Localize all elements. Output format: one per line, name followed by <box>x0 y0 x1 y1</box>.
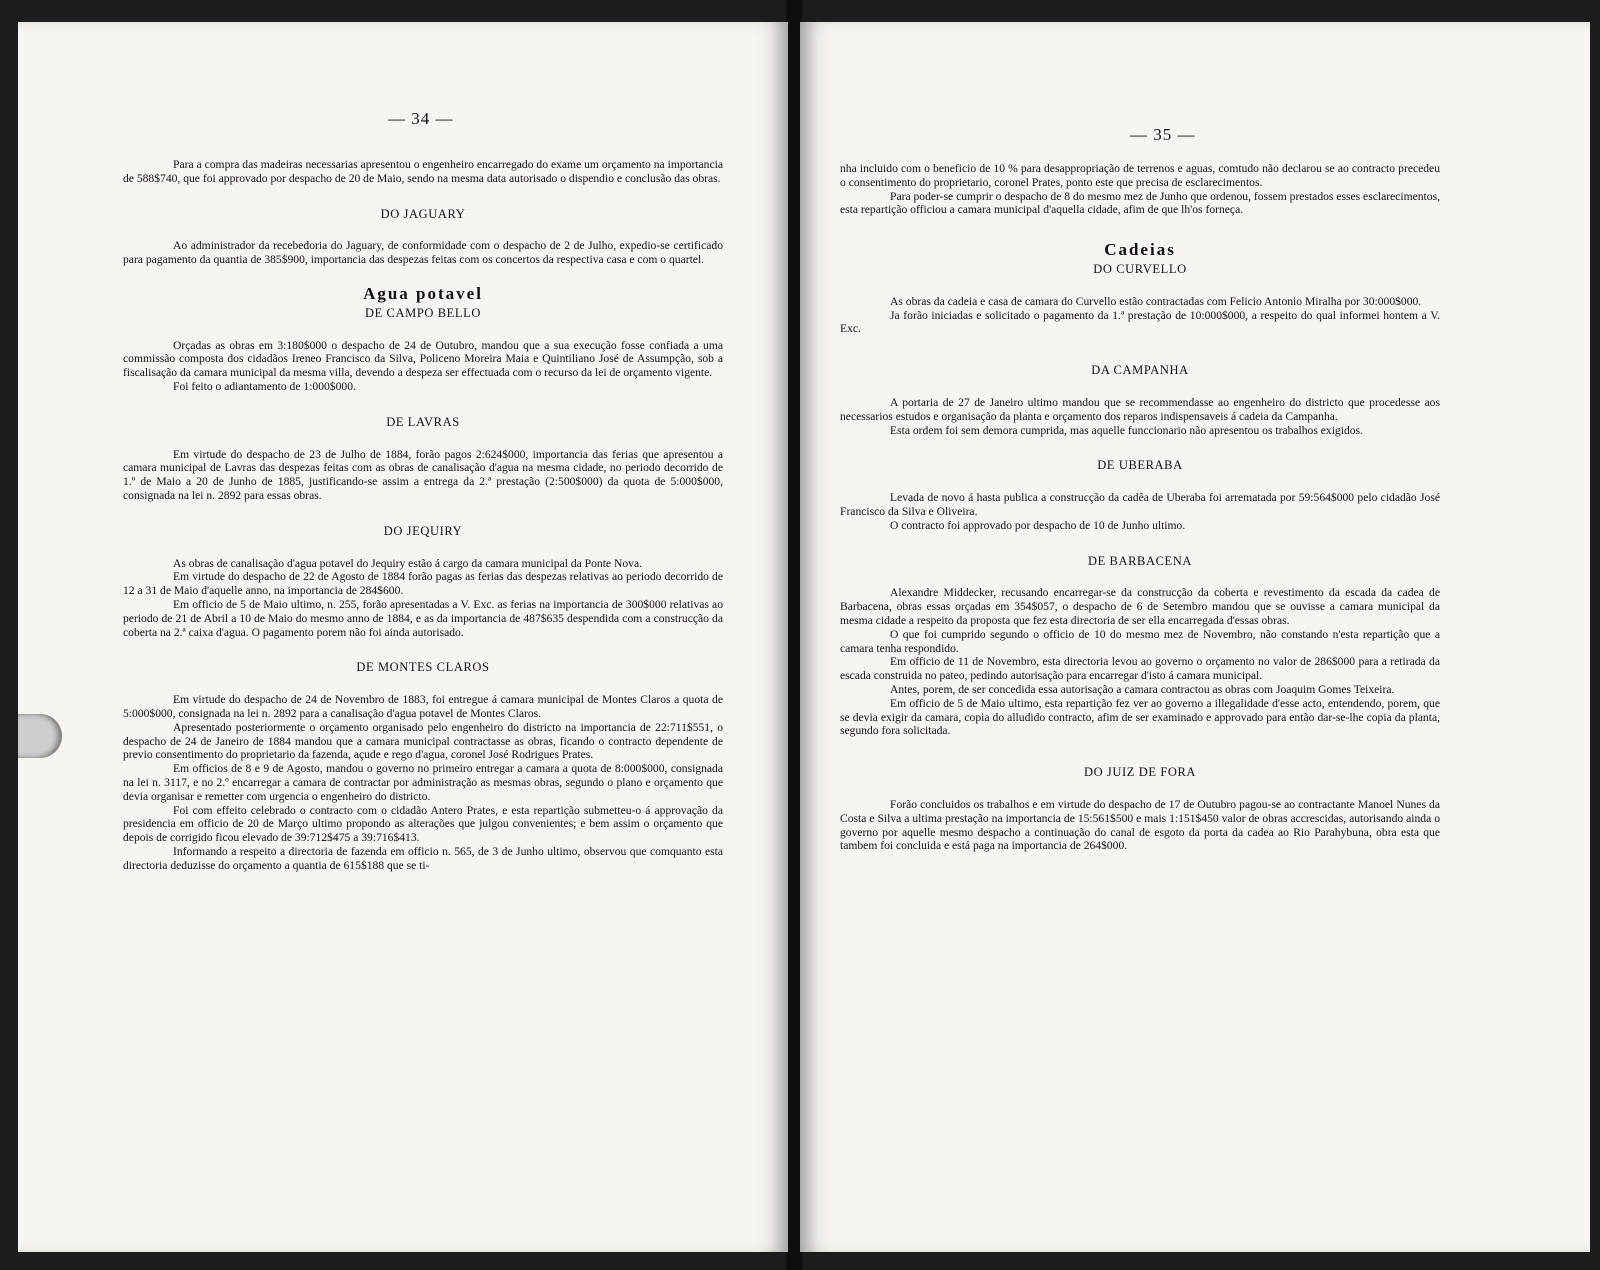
section-heading: DE MONTES CLAROS <box>356 660 490 675</box>
paragraph: Alexandre Middecker, recusando encarregar-se da construcção da coberta e revestimento da escada da cadea de Barbacena, obras essas orçadas em 354$057, o despacho de 6 de Setembro mandou que se ouvisse a camara municipal da mesma cidade a respeito da proposta que fez esta directoria de ser ella encarregada d'essas obras. <box>840 586 1440 627</box>
paragraph: Antes, porem, de ser concedida essa autorisação a camara contractou as obras com Joaquim Gomes Teixeira. <box>890 682 1395 696</box>
paragraph: Para a compra das madeiras necessarias apresentou o engenheiro encarregado do exame um orçamento na importancia de 588$740, que foi approvado por despacho de 20 de Maio, sendo na mesma data autorisado o dispendio e conclusão das obras. <box>123 158 723 185</box>
paragraph: Informando a respeito a directoria de fazenda em officio n. 565, de 3 de Junho ultimo, observou que comquanto esta directoria deduzisse do orçamento a quantia de 615$188 que se ti- <box>123 844 723 872</box>
section-heading: DE BARBACENA <box>1087 553 1193 568</box>
paragraph: Ja forão iniciadas e solicitado o pagamento da 1.ª prestação de 10:000$000, a respeito do qual informei hontem a V. Exc. <box>840 308 1440 336</box>
chapter-title: Cadeias <box>1104 240 1176 260</box>
right-column <box>840 162 1440 853</box>
paragraph: Em officios de 8 e 9 de Agosto, mandou o governo no primeiro entregar a camara a quota de 8:000$000, consignada na lei n. 3117, e no 2.º encarregar a camara de contractar por administração as mesmas obras, segundo o plano e orçamento que devia organisar e remetter com urgencia o engenheiro do districto. <box>123 762 723 803</box>
paragraph: nha incluido com o beneficio de 10 % para desappropriação de terrenos e aguas, comtudo não declarou se ao contracto precedeu o consentimento do proprietario, coronel Prates, ponto este que precisa de esclarecimentos. <box>840 162 1440 189</box>
section-heading: DE CAMPO BELLO <box>364 305 482 320</box>
paragraph: Em officio de 5 de Maio ultimo, esta repartição fez ver ao governo a illegalidade d'esse acto, entendendo, porem, que se devia exigir da camara, copia do alludido contracto, afim de ser examinado e approvado para então dar-se-lhe copia da planta, segundo fora solicitada. <box>840 696 1440 738</box>
section-heading: DE LAVRAS <box>386 414 460 429</box>
paragraph: A portaria de 27 de Janeiro ultimo mandou que se recommendasse ao engenheiro do districto que procedesse aos necessarios estudos e organisação da planta e orçamento dos reparos indispensaveis á cadeia da Campanha. <box>840 395 1440 423</box>
paragraph: O que foi cumprido segundo o officio de 10 do mesmo mez de Novembro, não constando n'esta repartição que a camara tenha respondido. <box>840 627 1440 655</box>
section-heading: DO CURVELLO <box>1093 261 1187 276</box>
paragraph: Forão concluidos os trabalhos e em virtude do despacho de 17 de Outubro pagou-se ao contractante Manoel Nunes da Costa e Silva a ultima prestação na importancia de 15:561$500 e mais 1:151$450 valor de obras accrescidas, autorisando ainda o governo por aquelle mesmo despacho a continuação do canal de esgoto da porta da cadea ao Rio Parahybuna, obra esta que tambem foi concluida e está paga na importancia de 264$000. <box>840 797 1440 853</box>
paragraph: Esta ordem foi sem demora cumprida, mas aquelle funccionario não apresentou os trabalhos exigidos. <box>890 423 1363 437</box>
section-heading: DO JAGUARY <box>380 206 466 221</box>
left-page <box>18 22 788 1252</box>
chapter-title: Agua potavel <box>363 283 483 303</box>
paragraph: Orçadas as obras em 3:180$000 o despacho de 24 de Outubro, mandou que a sua execução fosse confiada a uma commissão composta dos cidadãos Ireneo Francisco da Silva, Policeno Moreira Maia e Quintiliano José de Assumpção, sob a fiscalisação da camara municipal da mesma villa, devendo a despeza ser effectuada com o recurso da lei de orçamento vigente. <box>123 338 723 380</box>
right-page <box>800 22 1590 1252</box>
paragraph: Para poder-se cumprir o despacho de 8 do mesmo mez de Junho que ordenou, fossem prestados esses esclarecimentos, esta repartição officiou a camara municipal d'aquella cidade, afim de que lh'os forneça. <box>840 189 1440 217</box>
page-number: — 35 — <box>1130 125 1196 144</box>
paragraph: Em virtude do despacho de 22 de Agosto de 1884 forão pagas as ferias das despezas relativas ao periodo decorrido de 12 a 31 de Maio d'aquelle anno, na importancia de 284$600. <box>123 570 723 598</box>
left-column <box>123 158 723 872</box>
page-tab <box>18 714 62 758</box>
section-heading: DA CAMPANHA <box>1091 363 1189 378</box>
paragraph: Ao administrador da recebedoria do Jaguary, de conformidade com o despacho de 2 de Julho, expedio-se certificado para pagamento da quantia de 385$900, importancia das despezas feitas com os concertos da respectiva casa e com o quartel. <box>123 239 723 267</box>
paragraph: Levada de novo á hasta publica a construcção da cadêa de Uberaba foi arrematada por 59:564$000 pelo cidadão José Francisco da Silva e Oliveira. <box>840 491 1440 518</box>
page-number: — 34 — <box>388 109 454 128</box>
paragraph: Em virtude do despacho de 23 de Julho de 1884, forão pagos 2:624$000, importancia das ferias que apresentou a camara municipal de Lavras das despezas feitas com as obras de canalisação d'agua na mesma cidade, no periodo decorrido de 1.º de Maio a 20 de Junho de 1885, justificando-se assim a entrega da 2.ª prestação (2:500$000) da quota de 5:000$000, consignada na lei n. 2892 para essas obras. <box>123 447 723 502</box>
paragraph: As obras de canalisação d'agua potavel do Jequiry estão á cargo da camara municipal da Ponte Nova. <box>173 556 642 570</box>
section-heading: DO JUIZ DE FORA <box>1083 765 1197 780</box>
paragraph: Em virtude do despacho de 24 de Novembro de 1883, foi entregue á camara municipal de Montes Claros a quota de 5:000$000, consignada na lei n. 2892 para a canalisação d'agua potavel de Montes Claros. <box>123 693 723 720</box>
paragraph: Em officio de 11 de Novembro, esta directoria levou ao governo o orçamento no valor de 286$000 para a retirada da escada construida no pateo, pedindo autorisação para encarregar d'isto á camara municipal. <box>840 655 1440 683</box>
section-heading: DO JEQUIRY <box>383 523 463 538</box>
paragraph: Foi feito o adiantamento de 1:000$000. <box>173 379 356 393</box>
paragraph: Foi com effeito celebrado o contracto com o cidadão Antero Prates, e esta repartição submetteu-o á approvação da presidencia em officio de 20 de Março ultimo propondo as alterações que julgou convenientes; e bem assim o orçamento que depois de corrigido ficou elevado de 39:712$475 a 39:716$413. <box>123 803 723 845</box>
paragraph: O contracto foi approvado por despacho de 10 de Junho ultimo. <box>890 518 1186 532</box>
section-heading: DE UBERABA <box>1097 458 1183 473</box>
paragraph: As obras da cadeia e casa de camara do Curvello estão contractadas com Felicio Antonio Miralha por 30:000$000. <box>890 294 1422 308</box>
paragraph: Apresentado posteriormente o orçamento organisado pelo engenheiro do districto na importancia de 22:711$551, o despacho de 24 de Janeiro de 1884 mandou que a camara municipal contractasse as obras, ficando o contracto dependente de previo consentimento do proprietario da fazenda, açude e rego d'agua, coronel José Rodrigues Prates. <box>123 720 723 762</box>
paragraph: Em officio de 5 de Maio ultimo, n. 255, forão apresentadas a V. Exc. as ferias na importancia de 300$000 relativas ao periodo de 21 de Abril a 10 de Maio do mesmo anno de 1884, e as da importancia de 487$635 despendida com a construcção da coberta na 2.ª caixa d'agua. O pagamento porem não foi ainda autorisado. <box>123 597 723 639</box>
